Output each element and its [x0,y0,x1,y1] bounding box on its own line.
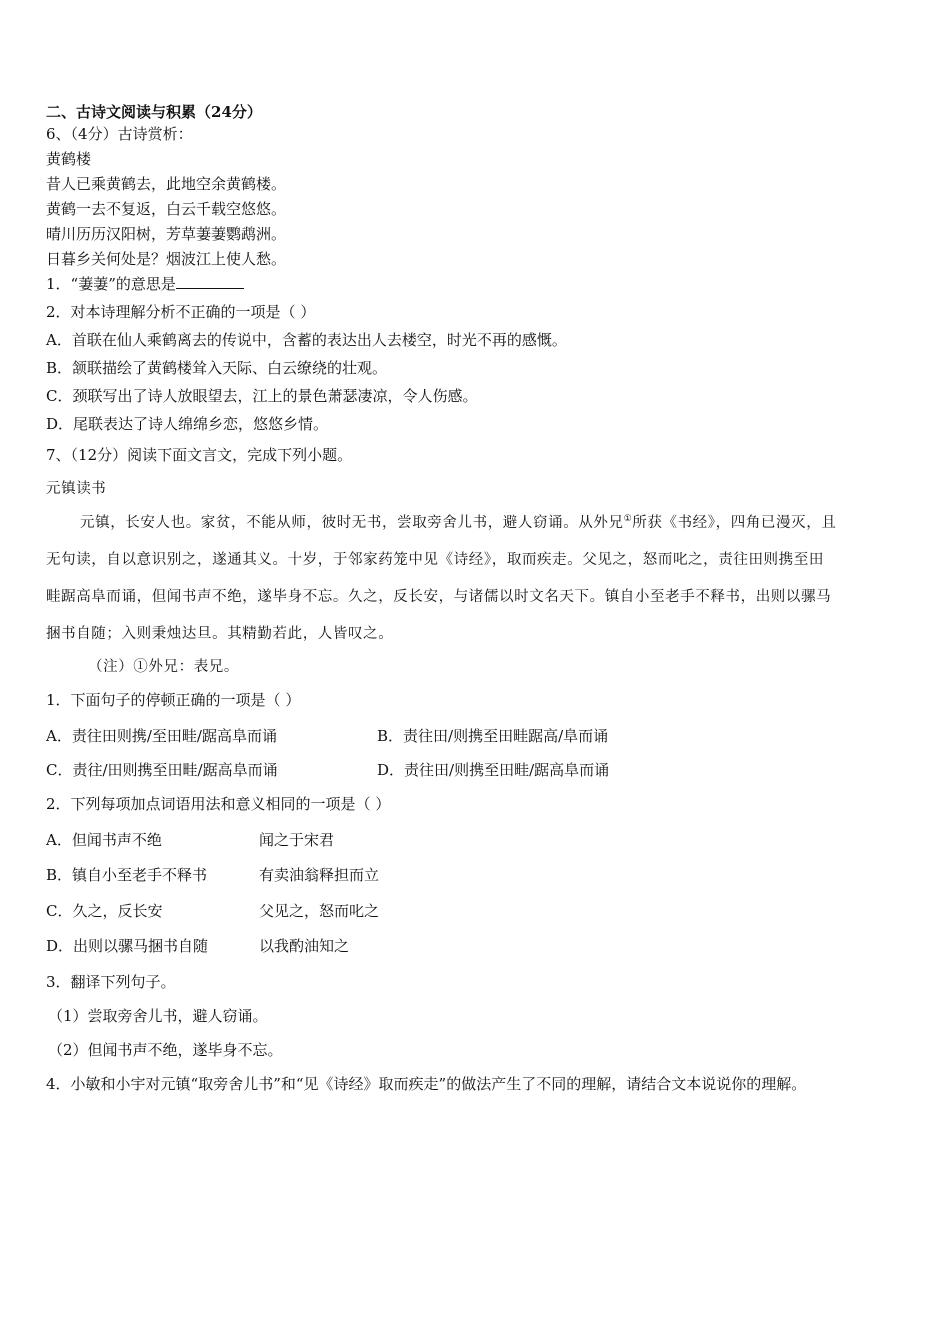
q7-sub2-option-b-right: 有卖油翁释担而立 [259,866,380,884]
q7-sub1-option-row [46,726,277,746]
q7-sub1-option-d: D．责往田/则携至田畦/踞高阜而诵 [377,761,610,779]
classical-paragraph-line: 畦踞高阜而诵，但闻书声不绝，遂毕身不忘。久之，反长安，与诸儒以时文名天下。镇自小至老手不释书，出则以骡马 [46,589,832,605]
q7-sub2-option-a-left: A．但闻书声不绝 [46,831,162,849]
q7-subquestion-2: 2．下列每项加点词语用法和意义相同的一项是（ ） [46,795,391,813]
translation-item-2: （2）但闻书声不绝，遂毕身不忘。 [48,1041,283,1059]
section-title: 二、古诗文阅读与积累（24分） [46,103,262,121]
footnote-marker: ① [623,514,633,525]
q6-option-a: A．首联在仙人乘鹤离去的传说中，含蓄的表达出人去楼空，时光不再的感慨。 [46,331,567,349]
q6-option-b: B．颔联描绘了黄鹤楼耸入天际、白云缭绕的壮观。 [46,359,388,377]
q6-option-d: D．尾联表达了诗人绵绵乡恋，悠悠乡情。 [46,415,329,433]
poem-line: 黄鹤一去不复返，白云千载空悠悠。 [46,200,287,218]
question-6-header: 6、（4分）古诗赏析： [46,125,193,143]
q6-sub1-text: 1．“萋萋”的意思是 [46,275,176,293]
q7-sub1-option-b: B．责往田/则携至田畦踞高/阜而诵 [377,727,609,745]
footnote: （注）①外兄：表兄。 [88,659,239,675]
poem-line: 晴川历历汉阳树，芳草萋萋鹦鹉洲。 [46,225,287,243]
para-line-part: 所获《书经》，四角已漫灭，且 [632,515,837,531]
poem-line: 日暮乡关何处是？烟波江上使人愁。 [46,250,287,268]
classical-paragraph-line: 捆书自随；入则秉烛达旦。其精勤若此，人皆叹之。 [46,626,394,642]
question-7-header: 7、（12分）阅读下面文言文，完成下列小题。 [46,446,353,464]
q6-subquestion-2: 2．对本诗理解分析不正确的一项是（ ） [46,303,316,321]
q7-sub1-option-c: C．责往/田则携至田畦/踞高阜而诵 [46,761,278,779]
q6-option-c: C．颈联写出了诗人放眼望去，江上的景色萧瑟凄凉，令人伤感。 [46,387,478,405]
classical-text-title: 元镇读书 [46,481,107,497]
classical-paragraph-line: 无句读，自以意识别之，遂通其义。十岁，于邻家药笼中见《诗经》，取而疾走。父见之，怒而叱之，责往田则携至田 [46,552,824,568]
translation-item-1: （1）尝取旁舍儿书，避人窃诵。 [48,1007,268,1025]
classical-paragraph-line [80,513,836,533]
q7-sub2-option-c-right: 父见之，怒而叱之 [259,902,380,920]
q7-sub2-option-a-right: 闻之于宋君 [259,831,335,849]
q7-sub2-option-d-right: 以我酌油知之 [259,937,350,955]
q7-subquestion-3: 3．翻译下列句子。 [46,973,176,991]
q7-subquestion-4: 4．小敏和小宇对元镇“取旁舍儿书”和“见《诗经》取而疾走”的做法产生了不同的理解，请结合文本说说你的理解。 [46,1075,807,1093]
q7-sub2-option-b-left: B．镇自小至老手不释书 [46,866,208,884]
q7-sub2-option-d-left: D．出则以骡马捆书自随 [46,937,209,955]
q6-subquestion-1 [46,274,244,294]
poem-title: 黄鹤楼 [46,150,92,168]
q7-sub2-option-c-left: C．久之，反长安 [46,902,163,920]
answer-blank[interactable] [176,274,244,289]
q7-subquestion-1: 1．下面句子的停顿正确的一项是（ ） [46,691,301,709]
poem-line: 昔人已乘黄鹤去，此地空余黄鹤楼。 [46,175,287,193]
q7-sub1-option-a: A．责往田则携/至田畦/踞高阜而诵 [46,727,277,745]
para-line-part: 元镇，长安人也。家贫，不能从师，彼时无书，尝取旁舍儿书，避人窃诵。从外兄 [80,515,624,531]
